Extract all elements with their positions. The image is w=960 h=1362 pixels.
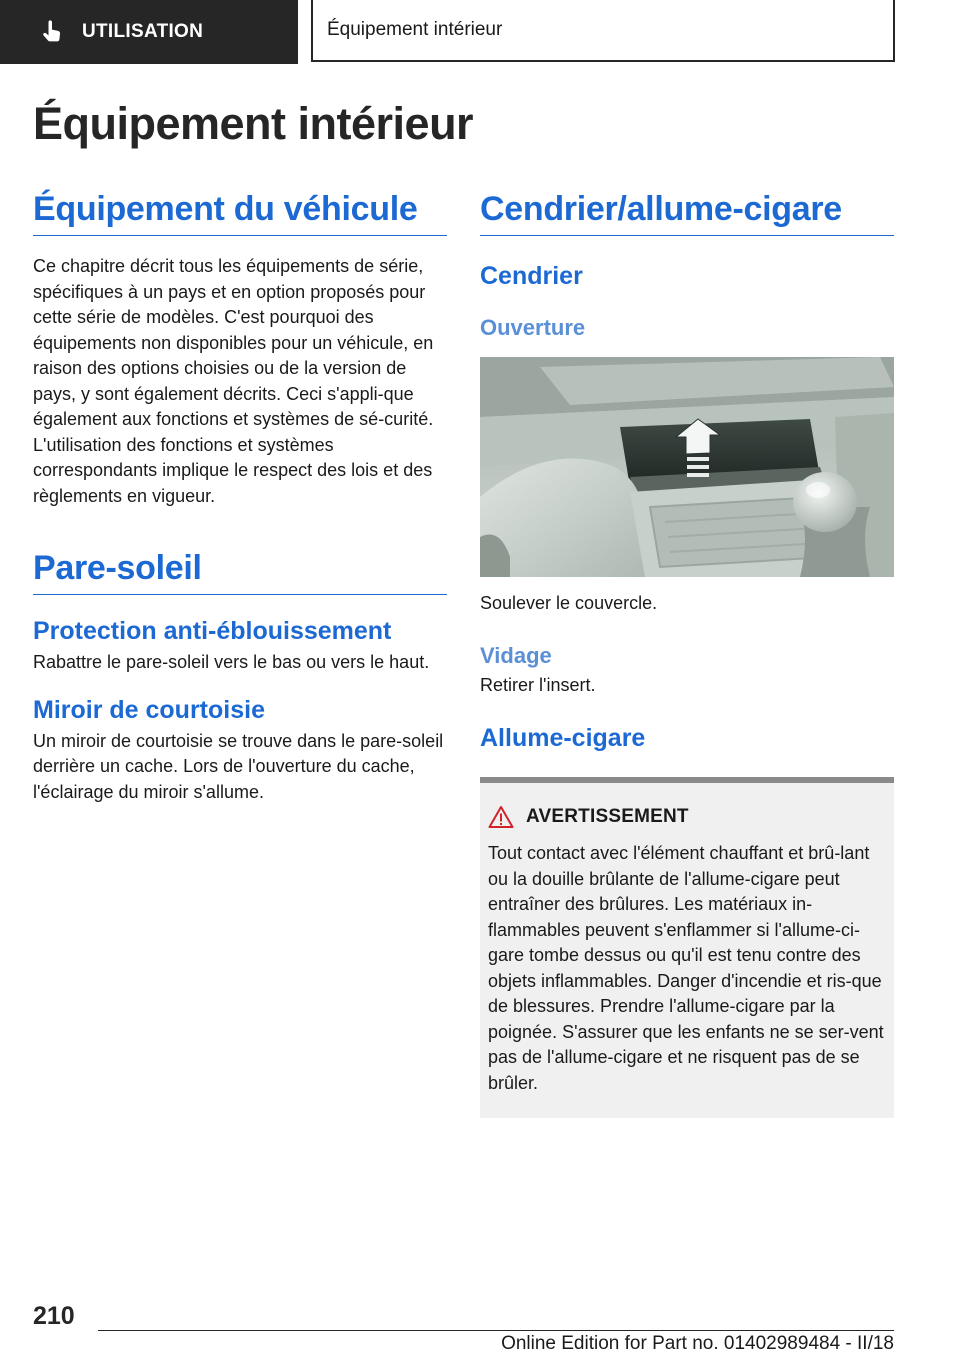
warning-text: Tout contact avec l'élément chauffant et brû-lant ou la douille brûlante de l'allume-cigare peut entraîner des brûlures. Les matériaux in-flammables peuvent s'enflammer si l'allume-ci-gare tombe dessus ou qu'il est tenu contre des objets inflammables. Danger d'incendie et ris-que de blessures. Prendre l'allume-cigare par la poignée. S'assurer que les enfants ne se ser-vent pas de l'allume-cigare et ne risquent pas de se brûler. [488, 843, 884, 1093]
page-title: Équipement intérieur [33, 98, 474, 149]
heading-glare-protection: Protection anti-éblouissement [33, 617, 392, 645]
footer-edition: Online Edition for Part no. 01402989484 - II/18 [501, 1333, 894, 1354]
header-section-tab [0, 0, 298, 64]
header-chapter-tab [311, 0, 895, 62]
heading-opening: Ouverture [480, 315, 586, 340]
hand-pointer-icon [38, 18, 66, 46]
vehicle-equipment-text: Ce chapitre décrit tous les équipements de série, spécifiques à un pays et en option proposés pour cette série de modèles. C'est pourquoi des équipements non disponibles pour un véhicule, en raison des options choisies ou de la version de pays, y sont également décrits. Ceci s'appli-que également aux fonctions et systèmes de sé-curité. L'utilisation des fonctions et systèmes correspondants implique le respect des lois et des règlements en vigueur. [33, 256, 434, 506]
heading-ashtray-lighter: Cendrier/allume-cigare [480, 190, 894, 236]
right-column [480, 190, 894, 1118]
heading-ashtray: Cendrier [480, 262, 583, 290]
heading-cigarette-lighter: Allume-cigare [480, 724, 646, 752]
warning-title: AVERTISSEMENT [526, 806, 689, 827]
ashtray-photo [480, 357, 894, 577]
glare-protection-text: Rabattre le pare-soleil vers le bas ou vers le haut. [33, 652, 430, 672]
warning-header [488, 805, 886, 829]
header-chapter-label: Équipement intérieur [327, 19, 503, 40]
emptying-text: Retirer l'insert. [480, 674, 596, 695]
warning-triangle-icon [488, 805, 514, 829]
heading-emptying: Vidage [480, 642, 552, 668]
left-column [33, 190, 447, 805]
header-section-label: UTILISATION [82, 21, 204, 42]
warning-box [480, 777, 894, 1118]
courtesy-mirror-text: Un miroir de courtoisie se trouve dans le pare-soleil derrière un cache. Lors de l'ouverture du cache, l'éclairage du miroir s'allume. [33, 730, 444, 802]
heading-vehicle-equipment: Équipement du véhicule [33, 190, 447, 236]
heading-courtesy-mirror: Miroir de courtoisie [33, 695, 265, 724]
heading-sun-visor: Pare-soleil [33, 549, 447, 595]
page-number: 210 [33, 1302, 75, 1330]
opening-caption: Soulever le couvercle. [480, 593, 658, 613]
footer-rule [98, 1330, 894, 1331]
